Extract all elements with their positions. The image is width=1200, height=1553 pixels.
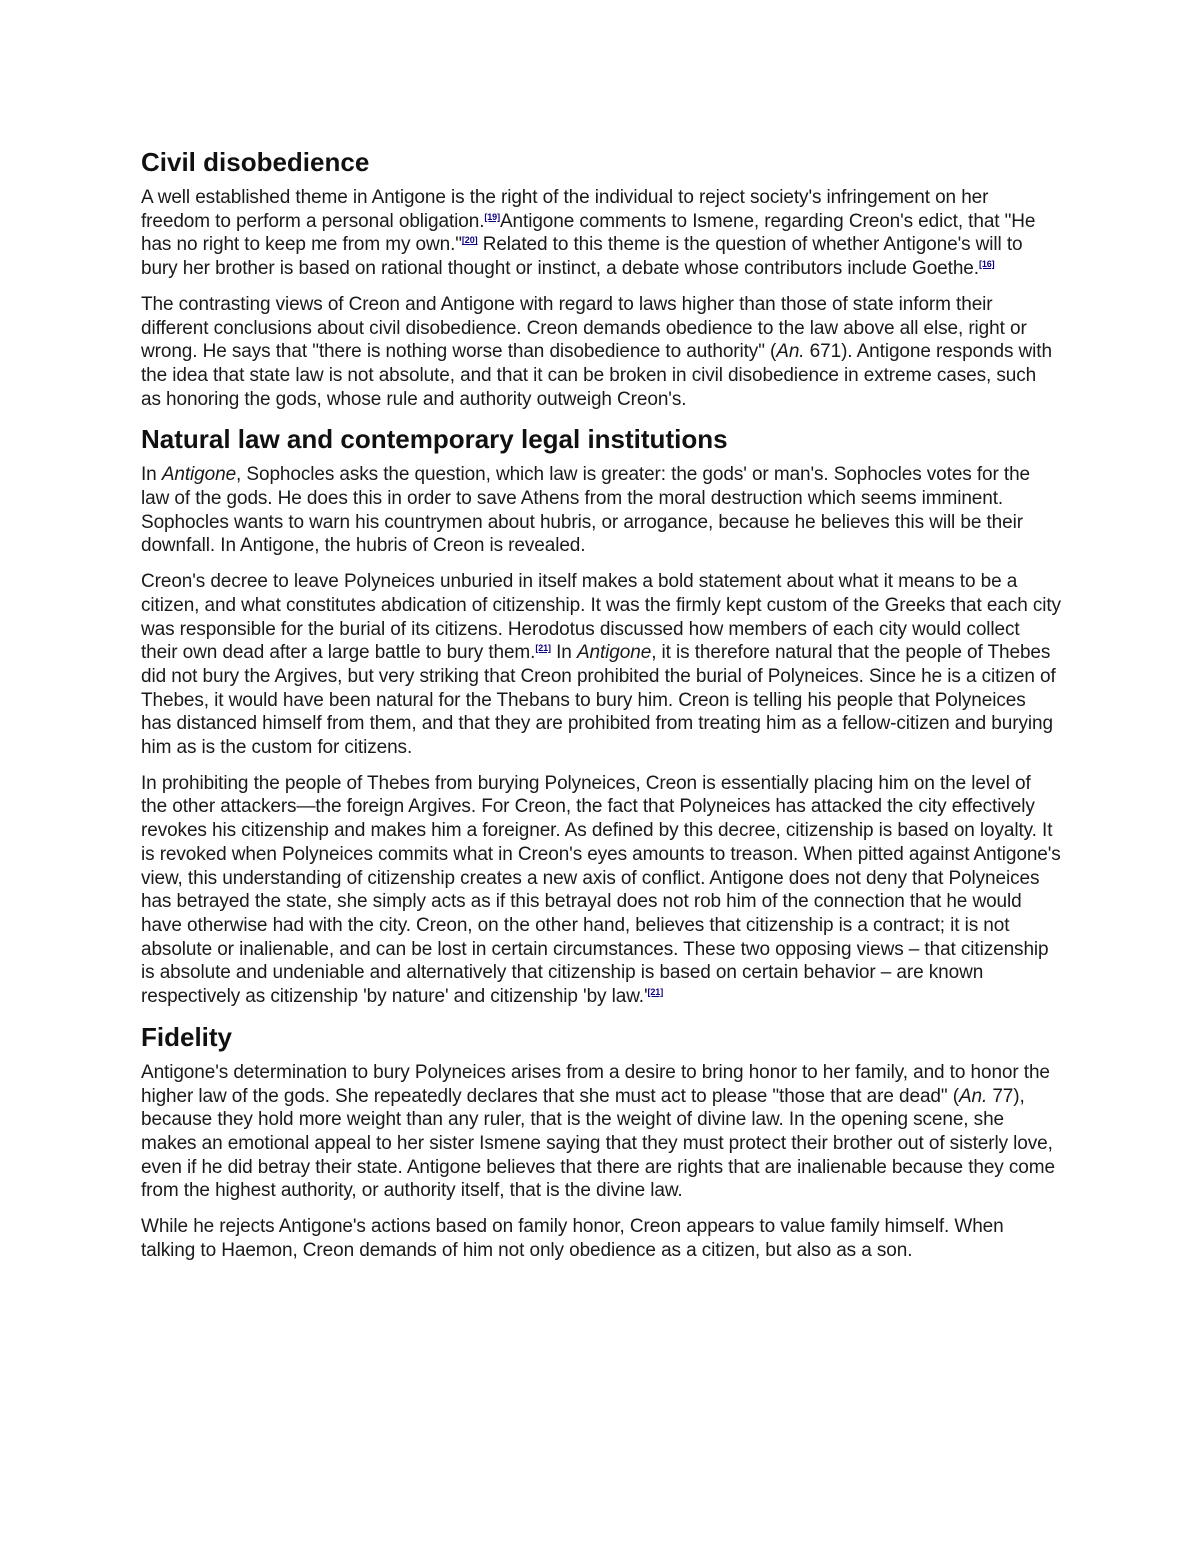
citation-link-20[interactable]: [20] bbox=[461, 235, 478, 246]
paragraph: Creon's decree to leave Polyneices unburied in itself makes a bold statement about what it means to be a citizen, and what constitutes abdication of citizenship. It was the firmly kept custom of the Greeks that each city was responsible for the burial of its citizens. Herodotus discussed how members of each city would collect their own dead after a large battle to bury them.[21] In Antigone, it is therefore natural that the people of Thebes did not bury the Argives, but very striking that Creon prohibited the burial of Polyneices. Since he is a citizen of Thebes, it would have been natural for the Thebans to bury him. Creon is telling his people that Polyneices has distanced himself from them, and that they are prohibited from treating him as a fellow-citizen and burying him as is the custom for citizens. bbox=[141, 571, 1061, 759]
citation-link-21[interactable]: [21] bbox=[535, 643, 551, 654]
paragraph: Antigone's determination to bury Polyneices arises from a desire to bring honor to her family, and to honor the higher law of the gods. She repeatedly declares that she must act to please "those that are dead" (An. 77), because they hold more weight than any ruler, that is the weight of divine law. In the opening scene, she makes an emotional appeal to her sister Ismene saying that they must protect their brother out of sisterly love, even if he did betray their state. Antigone believes that there are rights that are inalienable because they come from the highest authority, or authority itself, that is the divine law. bbox=[141, 1061, 1055, 1202]
paragraph: In prohibiting the people of Thebes from burying Polyneices, Creon is essentially placing him on the level of the other attackers—the foreign Argives. For Creon, the fact that Polyneices has attacked the city effectively revokes his citizenship and makes him a foreigner. As defined by this decree, citizenship is based on loyalty. It is revoked when Polyneices commits what in Creon's eyes amounts to treason. When pitted against Antigone's view, this understanding of citizenship creates a new axis of conflict. Antigone does not deny that Polyneices has betrayed the state, she simply acts as if this betrayal does not rob him of the connection that he would have otherwise had with the city. Creon, on the other hand, believes that citizenship is a contract; it is not absolute or inalienable, and can be lost in certain circumstances. These two opposing views – that citizenship is absolute and undeniable and alternatively that citizenship is based on certain behavior – are known respectively as citizenship 'by nature' and citizenship 'by law.'[21] bbox=[141, 772, 1061, 1008]
section-heading-civil-disobedience: Civil disobedience bbox=[141, 147, 370, 177]
paragraph: A well established theme in Antigone is the right of the individual to reject society's infringement on her freedom to perform a personal obligation.[19]Antigone comments to Ismene, regarding Creon's edict, that "He has no right to keep me from my own."[20] Related to this theme is the question of whether Antigone's will to bury her brother is based on rational thought or instinct, a debate whose contributors include Goethe.[16] bbox=[141, 187, 1036, 280]
paragraph: In Antigone, Sophocles asks the question, which law is greater: the gods' or man's. Sophocles votes for the law of the gods. He does this in order to save Athens from the moral destruction which seems imminent. Sophocles wants to warn his countrymen about hubris, or arrogance, because he believes this will be their downfall. In Antigone, the hubris of Creon is revealed. bbox=[141, 464, 1031, 557]
section-heading-fidelity: Fidelity bbox=[141, 1021, 233, 1052]
citation-link-21[interactable]: [21] bbox=[647, 987, 664, 998]
paragraph: The contrasting views of Creon and Antigone with regard to laws higher than those of state inform their different conclusions about civil disobedience. Creon demands obedience to the law above all else, right or wrong. He says that "there is nothing worse than disobedience to authority" (An. 671). Antigone responds with the idea that state law is not absolute, and that it can be broken in civil disobedience in extreme cases, such as honoring the gods, whose rule and authority outweigh Creon's. bbox=[141, 293, 1052, 410]
paragraph: While he rejects Antigone's actions based on family honor, Creon appears to value family himself. When talking to Haemon, Creon demands of him not only obedience as a citizen, but also as a son. bbox=[141, 1216, 1004, 1261]
document-page bbox=[141, 146, 1061, 1274]
citation-link-16[interactable]: [16] bbox=[978, 259, 995, 270]
citation-link-19[interactable]: [19] bbox=[484, 211, 500, 222]
section-heading-natural-law: Natural law and contemporary legal institutions bbox=[141, 424, 728, 455]
